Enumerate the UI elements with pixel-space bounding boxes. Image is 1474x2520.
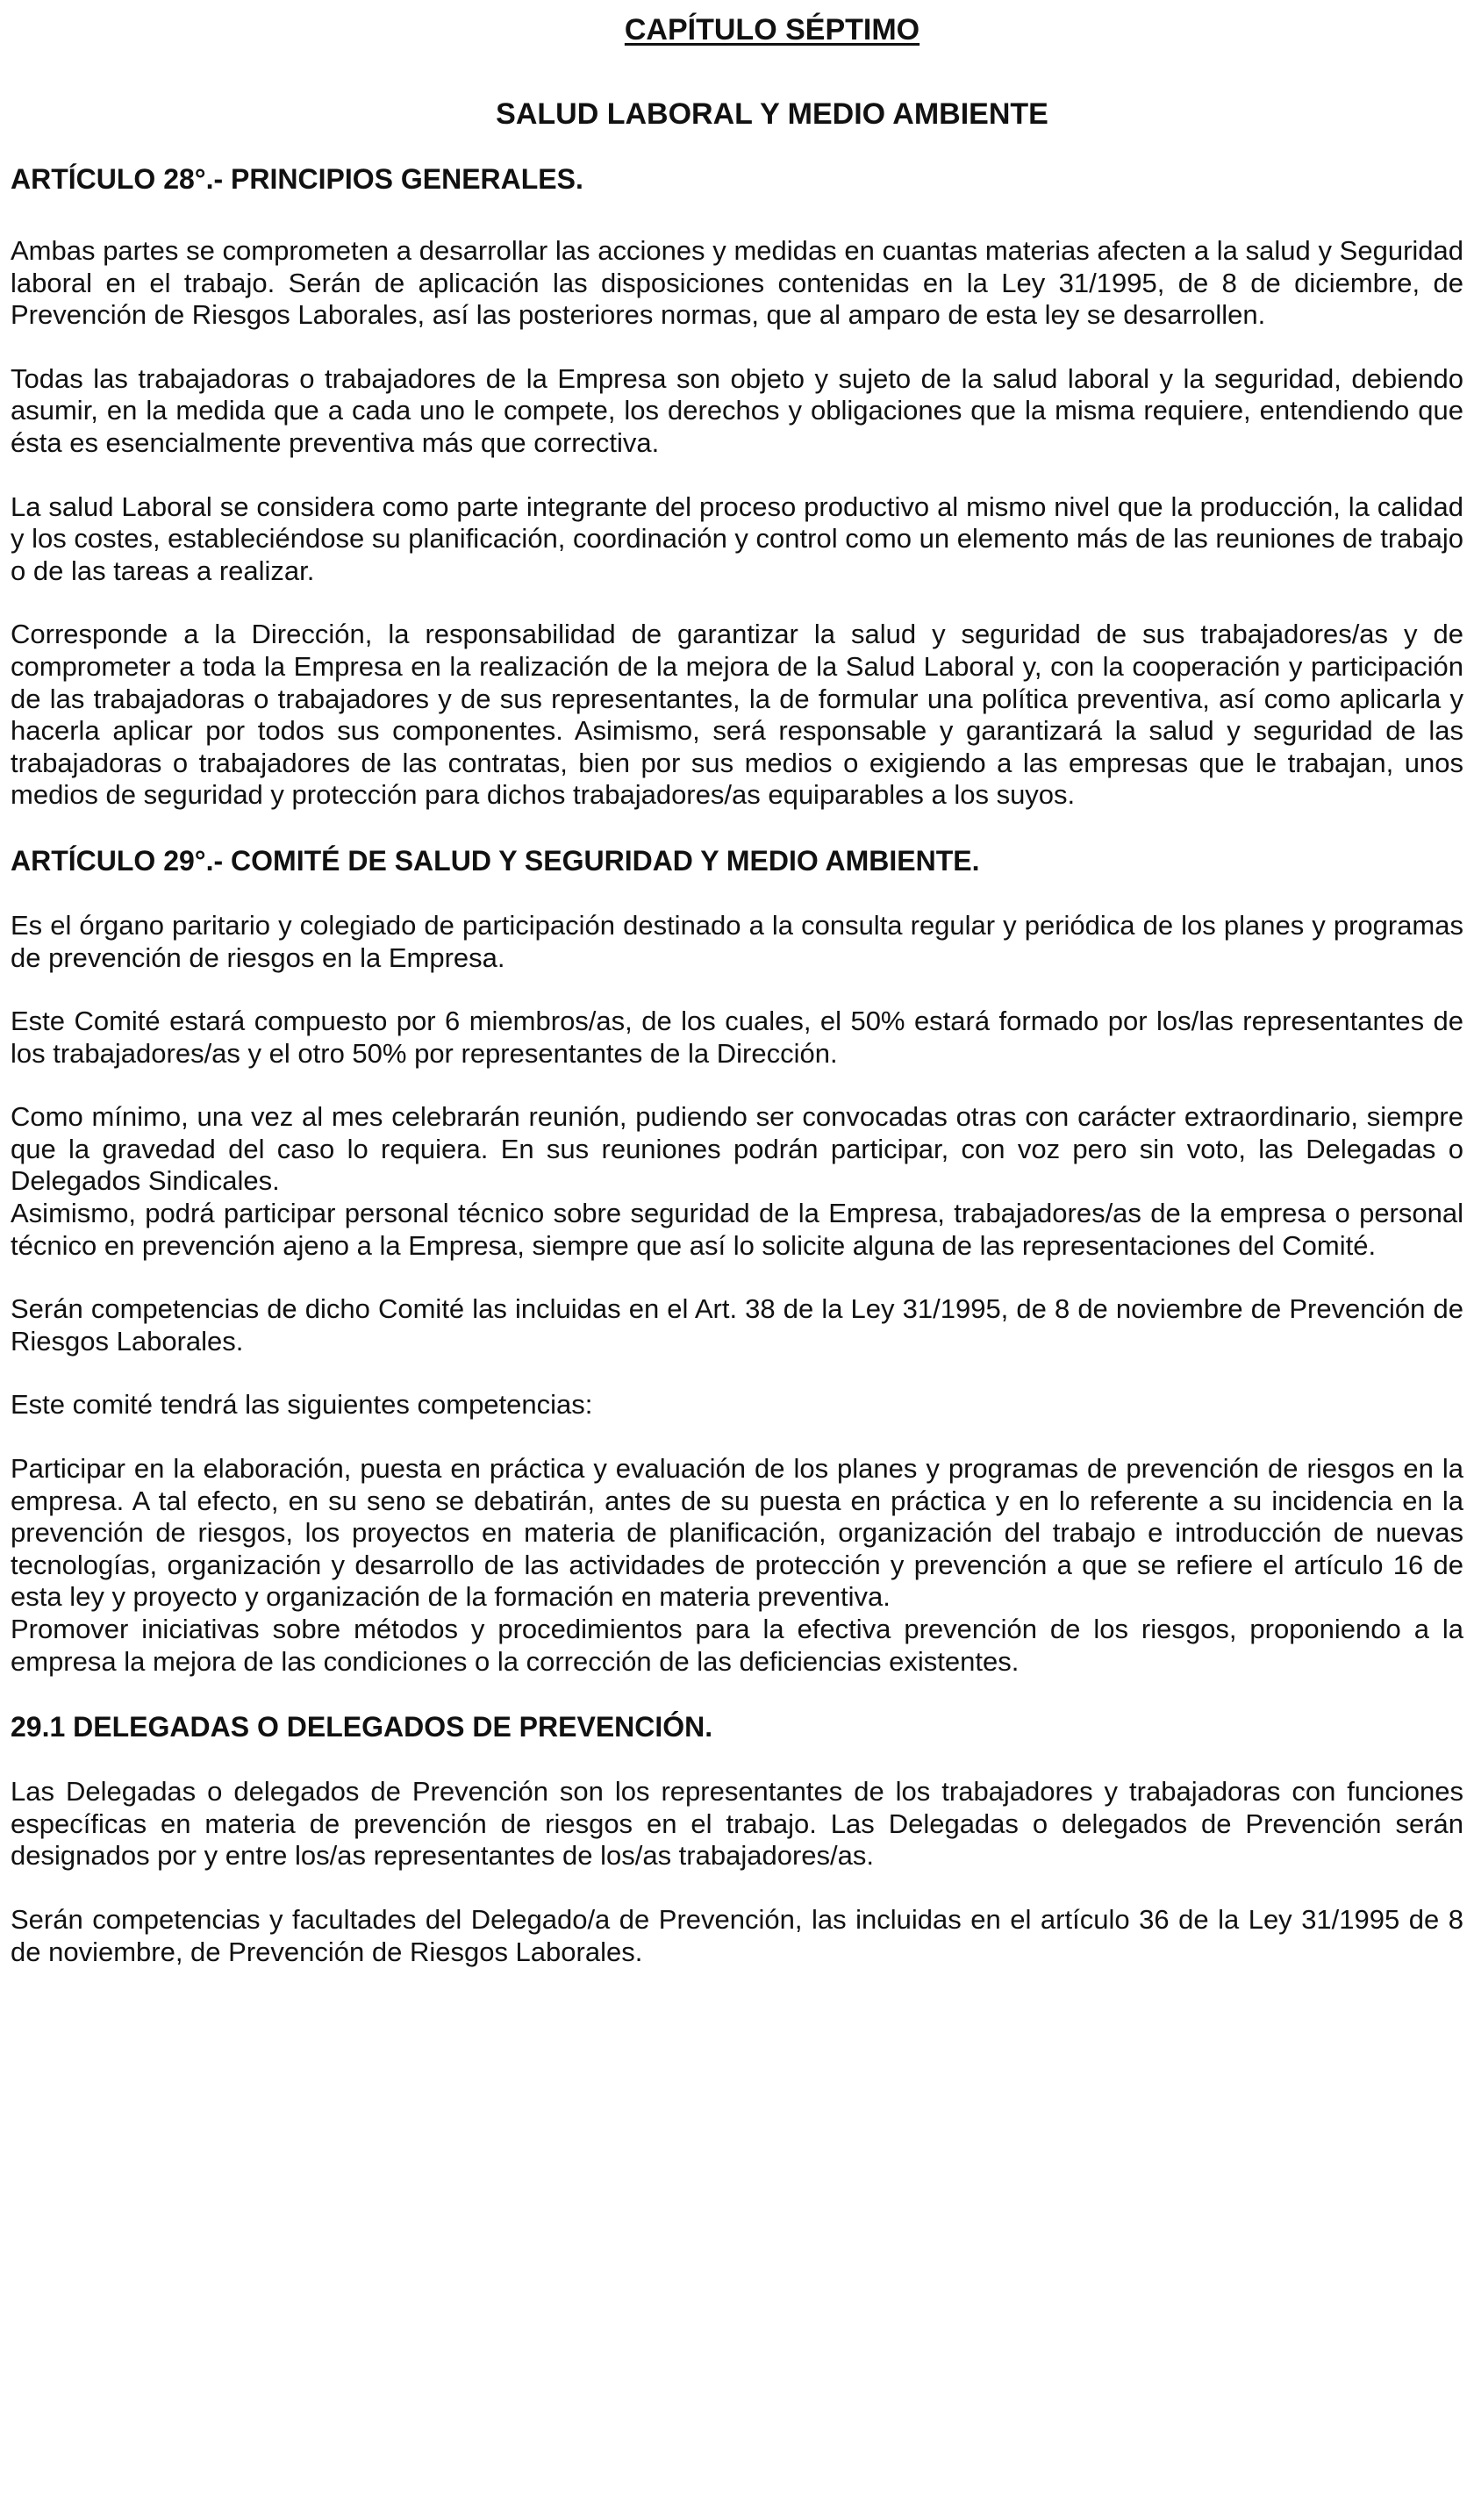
article-28-paragraph: Ambas partes se comprometen a desarrollar las acciones y medidas en cuantas materias afecten a la salud y Seguridad laboral en el trabajo. Serán de aplicación las disposiciones contenidas en la Ley 31/1995, de 8 de diciembre, de Prevención de Riesgos Laborales, así las posteriores normas, que al amparo de esta ley se desarrollen. <box>11 235 1463 331</box>
article-29-paragraph: Participar en la elaboración, puesta en práctica y evaluación de los planes y programas de prevención de riesgos en la empresa. A tal efecto, en su seno se debatirán, antes de su puesta en práctica y en lo referente a su incidencia en la prevención de riesgos, los proyectos en materia de planificación, organización del trabajo e introducción de nuevas tecnologías, organización y desarrollo de las actividades de protección y prevención a que se refiere el artículo 16 de esta ley y proyecto y organización de la formación en materia preventiva. <box>11 1453 1463 1613</box>
section-29-1-heading: 29.1 DELEGADAS O DELEGADOS DE PREVENCIÓN. <box>11 1711 713 1743</box>
article-29-paragraph: Este comité tendrá las siguientes competencias: <box>11 1389 593 1421</box>
article-28-paragraph: Corresponde a la Dirección, la responsabilidad de garantizar la salud y seguridad de sus trabajadores/as y de comprometer a toda la Empresa en la realización de la mejora de la Salud Laboral y, con la cooperación y participación de las trabajadoras o trabajadores y de sus representantes, la de formular una política preventiva, así como aplicarla y hacerla aplicar por todos sus componentes. Asimismo, será responsable y garantizará la salud y seguridad de las trabajadoras o trabajadores de las contratas, bien por sus medios o exigiendo a las empresas que le trabajan, unos medios de seguridad y protección para dichos trabajadores/as equiparables a los suyos. <box>11 619 1463 811</box>
chapter-title: CAPÍTULO SÉPTIMO <box>624 13 920 47</box>
document-page <box>11 12 1463 1968</box>
article-29-heading: ARTÍCULO 29°.- COMITÉ DE SALUD Y SEGURIDAD Y MEDIO AMBIENTE. <box>11 844 980 877</box>
article-28-heading: ARTÍCULO 28°.- PRINCIPIOS GENERALES. <box>11 163 583 195</box>
article-29-paragraph: Como mínimo, una vez al mes celebrarán reunión, pudiendo ser convocadas otras con carácter extraordinario, siempre que la gravedad del caso lo requiera. En sus reuniones podrán participar, con voz pero sin voto, las Delegadas o Delegados Sindicales. <box>11 1101 1463 1197</box>
article-29-paragraph: Es el órgano paritario y colegiado de participación destinado a la consulta regular y periódica de los planes y programas de prevención de riesgos en la Empresa. <box>11 909 1463 973</box>
article-28-paragraph: Todas las trabajadoras o trabajadores de la Empresa son objeto y sujeto de la salud laboral y la seguridad, debiendo asumir, en la medida que a cada uno le compete, los derechos y obligaciones que la misma requiere, entendiendo que ésta es esencialmente preventiva más que correctiva. <box>11 362 1463 458</box>
chapter-subtitle: SALUD LABORAL Y MEDIO AMBIENTE <box>496 97 1048 131</box>
article-29-paragraph: Asimismo, podrá participar personal técnico sobre seguridad de la Empresa, trabajadores/as de la empresa o personal técnico en prevención ajeno a la Empresa, siempre que así lo solicite alguna de las representaciones del Comité. <box>11 1198 1463 1261</box>
article-28-paragraph: La salud Laboral se considera como parte integrante del proceso productivo al mismo nivel que la producción, la calidad y los costes, estableciéndose su planificación, coordinación y control como un elemento más de las reuniones de trabajo o de las tareas a realizar. <box>11 490 1464 586</box>
article-29-paragraph: Promover iniciativas sobre métodos y procedimientos para la efectiva prevención de los riesgos, proponiendo a la empresa la mejora de las condiciones o la corrección de las deficiencias existentes. <box>11 1614 1463 1677</box>
article-29-paragraph: Este Comité estará compuesto por 6 miembros/as, de los cuales, el 50% estará formado por los/las representantes de los trabajadores/as y el otro 50% por representantes de la Dirección. <box>11 1006 1463 1069</box>
article-29-paragraph: Serán competencias de dicho Comité las incluidas en el Art. 38 de la Ley 31/1995, de 8 de noviembre de Prevención de Riesgos Laborales. <box>11 1293 1463 1357</box>
section-29-1-paragraph: Las Delegadas o delegados de Prevención son los representantes de los trabajadores y trabajadoras con funciones específicas en materia de prevención de riesgos en el trabajo. Las Delegadas o delegados de Prevención serán designados por y entre los/as representantes de los/as trabajadores/as. <box>11 1776 1463 1872</box>
section-29-1-paragraph: Serán competencias y facultades del Delegado/a de Prevención, las incluidas en el artículo 36 de la Ley 31/1995 de 8 de noviembre, de Prevención de Riesgos Laborales. <box>11 1903 1463 1967</box>
